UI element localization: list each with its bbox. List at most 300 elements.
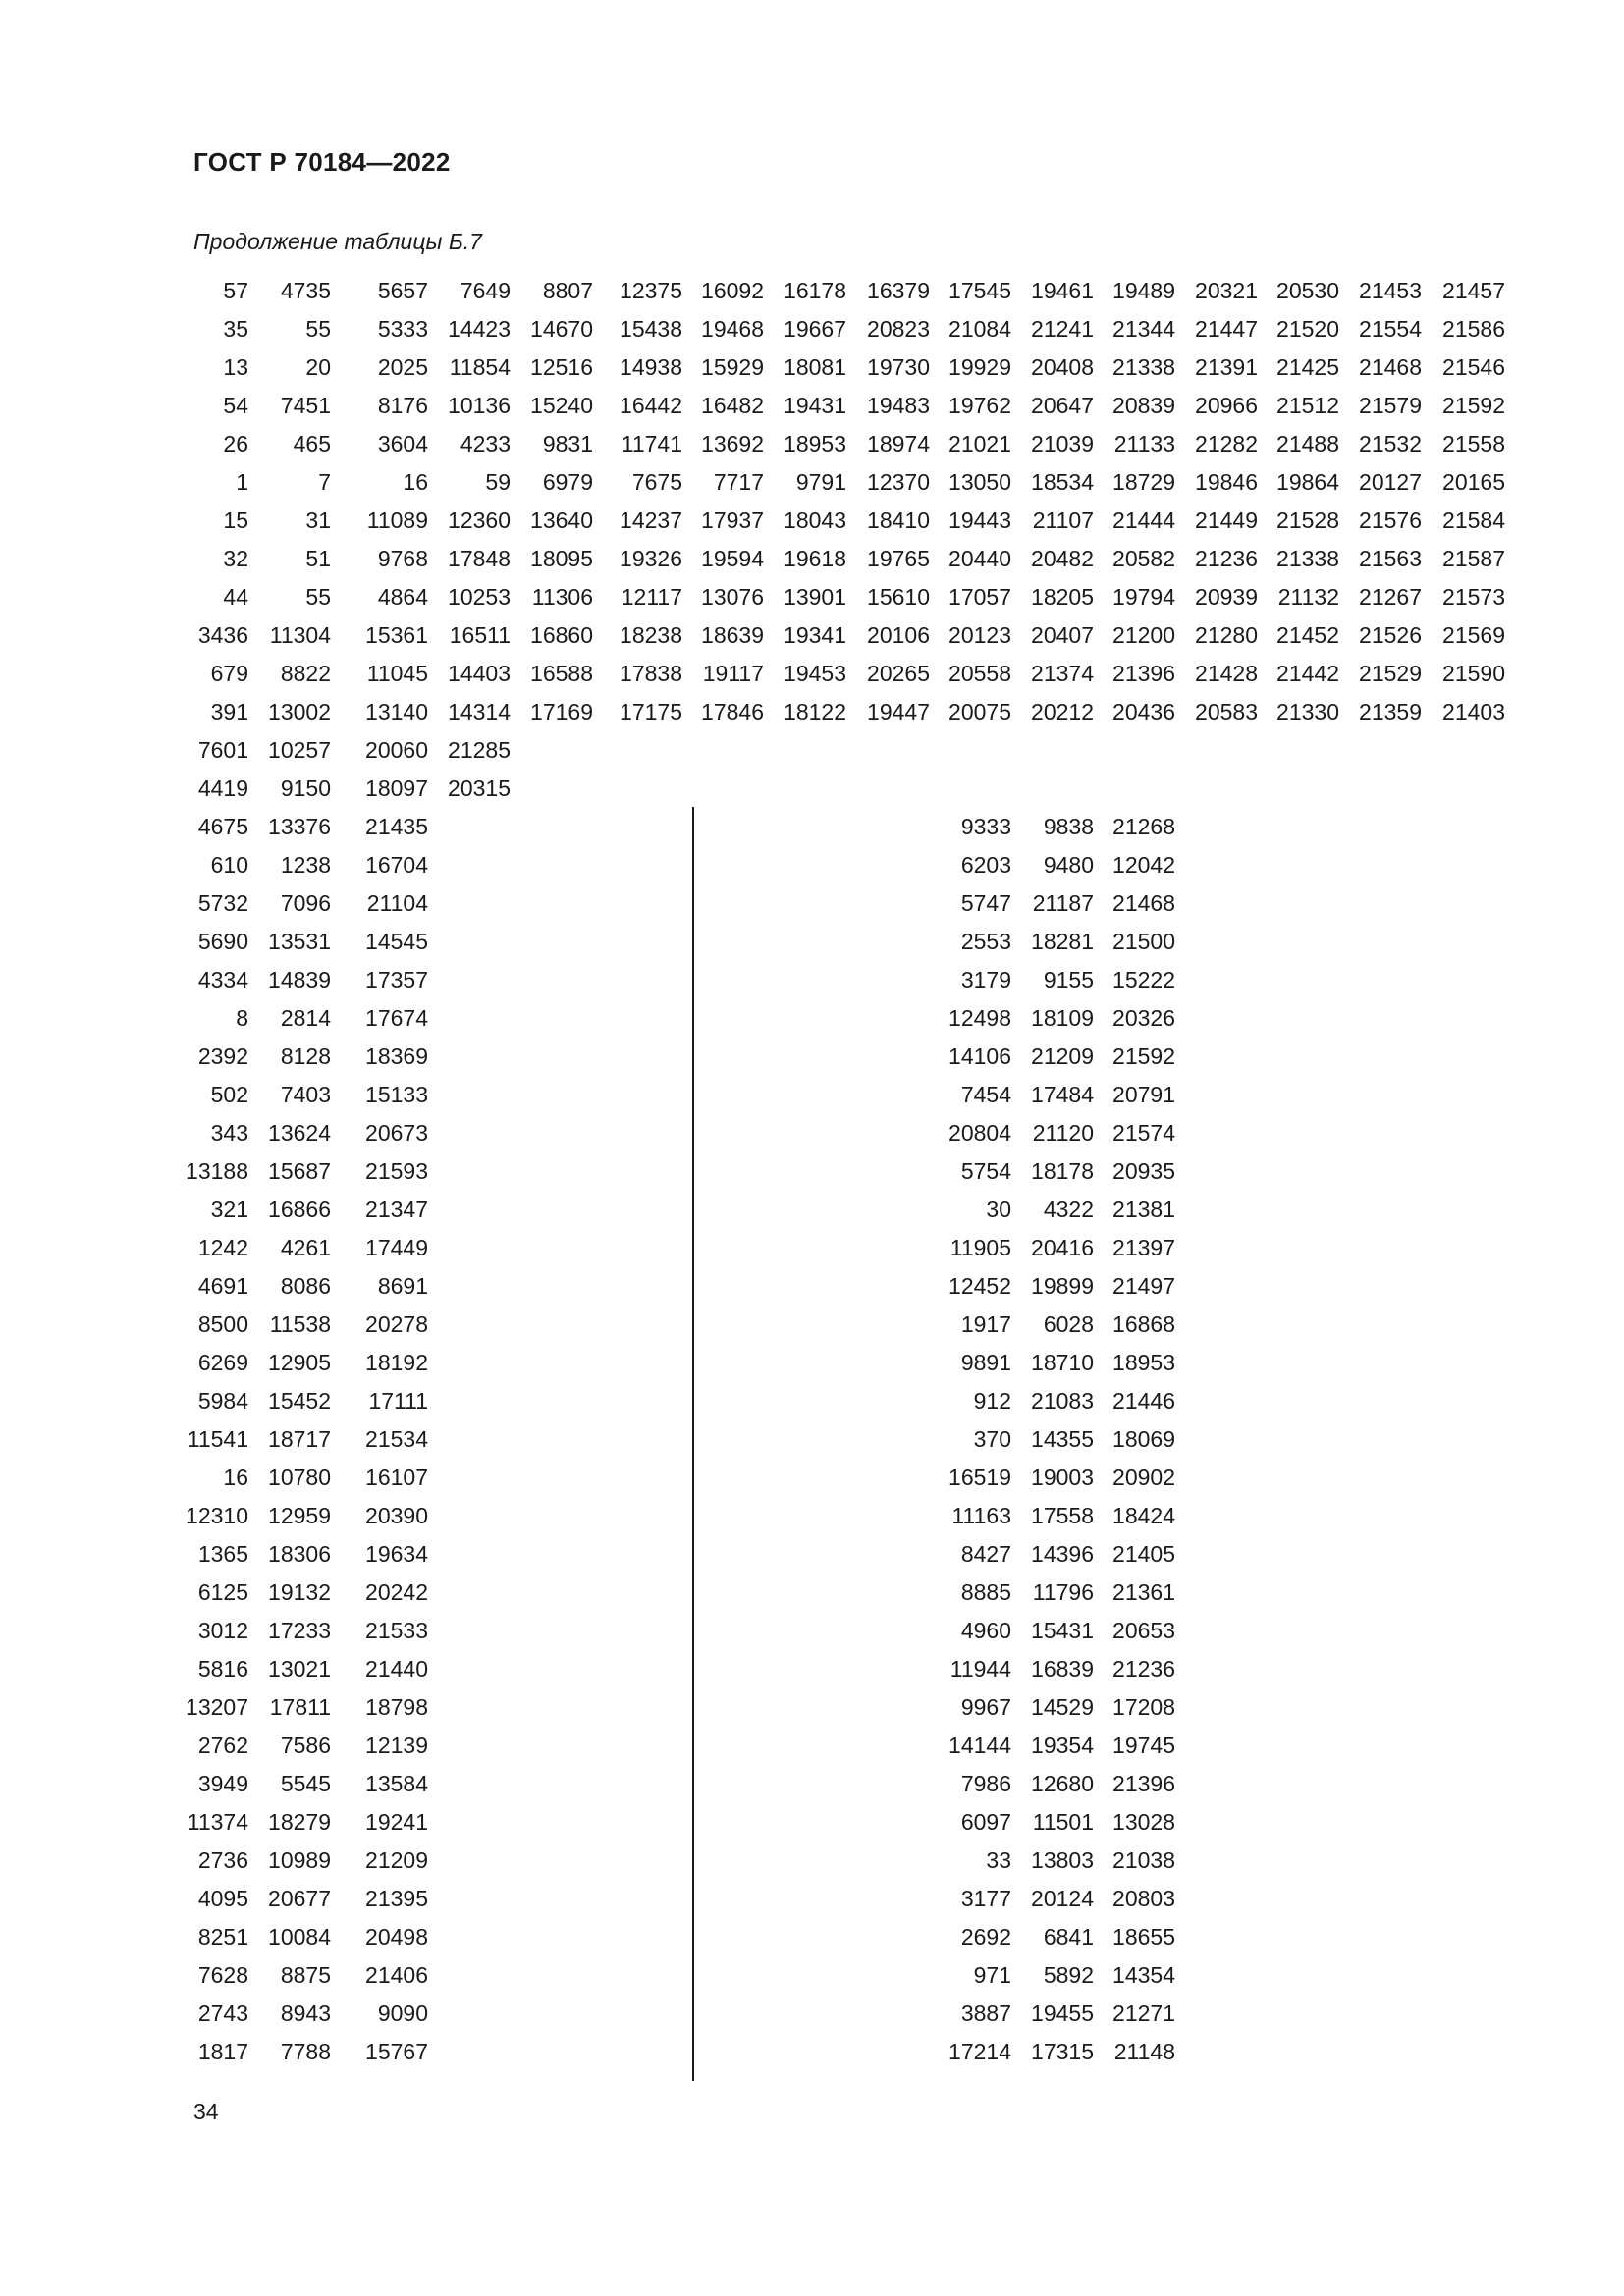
- table-cell: 21236: [1195, 546, 1258, 571]
- table-cell: 9831: [542, 431, 593, 456]
- table-cell: 7986: [960, 1771, 1011, 1796]
- table-cell: 20407: [1031, 622, 1094, 648]
- table-cell: 15767: [365, 2039, 428, 2064]
- table-cell: 21187: [1032, 890, 1094, 916]
- table-cell: 13050: [948, 469, 1011, 495]
- table-cell: 5732: [197, 890, 248, 916]
- table-cell: 19594: [701, 546, 764, 571]
- table-cell: 19745: [1112, 1733, 1175, 1758]
- table-cell: 20653: [1112, 1618, 1175, 1643]
- table-cell: 321: [210, 1197, 248, 1222]
- table-cell: 19326: [620, 546, 682, 571]
- right-row: [0, 808, 1624, 846]
- table-cell: 15222: [1112, 967, 1175, 992]
- table-cell: 6269: [197, 1350, 248, 1375]
- table-cell: 17937: [701, 507, 764, 533]
- table-cell: 17357: [365, 967, 428, 992]
- table-cell: 20935: [1112, 1158, 1175, 1184]
- table-cell: 21338: [1112, 354, 1175, 380]
- table-cell: 20647: [1031, 393, 1094, 418]
- table-cell: 13584: [365, 1771, 428, 1796]
- table-cell: 21120: [1032, 1120, 1094, 1146]
- table-cell: 18192: [365, 1350, 428, 1375]
- table-cell: 7454: [960, 1082, 1011, 1107]
- table-cell: 391: [210, 699, 248, 724]
- full-row: [0, 425, 1624, 463]
- table-cell: 8943: [280, 2001, 331, 2026]
- page-number: 34: [193, 2099, 219, 2124]
- table-cell: 21374: [1031, 661, 1094, 686]
- table-cell: 5892: [1043, 1962, 1094, 1988]
- table-cell: 18655: [1112, 1924, 1175, 1949]
- table-cell: 3012: [197, 1618, 248, 1643]
- table-cell: 18069: [1112, 1426, 1175, 1452]
- table-cell: 7601: [197, 737, 248, 763]
- table-cell: 11045: [366, 661, 428, 686]
- table-cell: 9967: [960, 1694, 1011, 1720]
- table-cell: 55: [305, 584, 331, 610]
- table-cell: 14396: [1031, 1541, 1094, 1567]
- table-cell: 12117: [621, 584, 682, 610]
- table-cell: 912: [973, 1388, 1011, 1414]
- table-cell: 9480: [1043, 852, 1094, 878]
- table-cell: 19455: [1031, 2001, 1094, 2026]
- table-cell: 21587: [1442, 546, 1505, 571]
- table-cell: 7649: [460, 278, 511, 303]
- table-cell: 11089: [366, 507, 428, 533]
- table-cell: 19846: [1195, 469, 1258, 495]
- table-cell: 18710: [1031, 1350, 1094, 1375]
- table-cell: 11944: [949, 1656, 1011, 1682]
- table-cell: 19899: [1031, 1273, 1094, 1299]
- table-cell: 6097: [960, 1809, 1011, 1835]
- table-cell: 17811: [269, 1694, 331, 1720]
- right-row: [0, 1114, 1624, 1152]
- table-cell: 21488: [1276, 431, 1339, 456]
- table-cell: 465: [293, 431, 331, 456]
- full-row: [0, 693, 1624, 731]
- table-cell: 7628: [197, 1962, 248, 1988]
- table-cell: 20127: [1359, 469, 1422, 495]
- table-cell: 12452: [948, 1273, 1011, 1299]
- right-row: [0, 1229, 1624, 1267]
- right-row: [0, 1191, 1624, 1229]
- table-cell: 11796: [1032, 1579, 1094, 1605]
- full-row: [0, 655, 1624, 693]
- table-cell: 18097: [365, 775, 428, 801]
- table-cell: 21132: [1277, 584, 1339, 610]
- table-cell: 17214: [948, 2039, 1011, 2064]
- table-cell: 18369: [365, 1043, 428, 1069]
- table-cell: 20408: [1031, 354, 1094, 380]
- table-cell: 17175: [620, 699, 682, 724]
- table-cell: 8086: [280, 1273, 331, 1299]
- table-cell: 20436: [1112, 699, 1175, 724]
- table-cell: 21435: [365, 814, 428, 839]
- table-cell: 21271: [1112, 2001, 1175, 2026]
- table-cell: 11538: [269, 1311, 331, 1337]
- full-row: [0, 463, 1624, 502]
- table-cell: 9090: [377, 2001, 428, 2026]
- table-cell: 8885: [960, 1579, 1011, 1605]
- table-cell: 4322: [1043, 1197, 1094, 1222]
- table-cell: 11854: [449, 354, 511, 380]
- table-cell: 21452: [1276, 622, 1339, 648]
- table-cell: 2814: [280, 1005, 331, 1031]
- table-cell: 20803: [1112, 1886, 1175, 1911]
- table-cell: 21359: [1359, 699, 1422, 724]
- right-row: [0, 1995, 1624, 2033]
- table-cell: 7451: [280, 393, 331, 418]
- table-cell: 20966: [1195, 393, 1258, 418]
- table-cell: 17233: [268, 1618, 331, 1643]
- right-row: [0, 961, 1624, 999]
- table-cell: 15: [223, 507, 248, 533]
- full-row: [0, 272, 1624, 310]
- table-cell: 13: [223, 354, 248, 380]
- table-caption: Продолжение таблицы Б.7: [193, 229, 482, 254]
- table-cell: 19667: [784, 316, 846, 342]
- table-cell: 21554: [1359, 316, 1422, 342]
- table-cell: 18729: [1112, 469, 1175, 495]
- table-cell: 19117: [702, 661, 764, 686]
- table-cell: 21405: [1112, 1541, 1175, 1567]
- table-cell: 16866: [268, 1197, 331, 1222]
- table-cell: 19453: [784, 661, 846, 686]
- table-cell: 11163: [951, 1503, 1011, 1528]
- table-cell: 21447: [1195, 316, 1258, 342]
- right-row: [0, 1459, 1624, 1497]
- table-cell: 4864: [377, 584, 428, 610]
- table-cell: 18109: [1031, 1005, 1094, 1031]
- table-cell: 30: [986, 1197, 1011, 1222]
- table-cell: 8: [236, 1005, 248, 1031]
- table-cell: 21347: [365, 1197, 428, 1222]
- full-row: [0, 540, 1624, 578]
- table-cell: 18424: [1112, 1503, 1175, 1528]
- table-cell: 54: [223, 393, 248, 418]
- full-row: [0, 731, 1624, 770]
- table-cell: 21457: [1442, 278, 1505, 303]
- table-cell: 17545: [948, 278, 1011, 303]
- table-cell: 679: [210, 661, 248, 686]
- table-cell: 1365: [197, 1541, 248, 1567]
- table-cell: 21395: [365, 1886, 428, 1911]
- table-cell: 19461: [1031, 278, 1094, 303]
- table-cell: 5545: [280, 1771, 331, 1796]
- table-cell: 21039: [1031, 431, 1094, 456]
- table-cell: 6028: [1043, 1311, 1094, 1337]
- table-cell: 21403: [1442, 699, 1505, 724]
- table-cell: 19929: [948, 354, 1011, 380]
- table-cell: 12498: [948, 1005, 1011, 1031]
- table-cell: 26: [223, 431, 248, 456]
- table-cell: 18238: [620, 622, 682, 648]
- table-cell: 17449: [365, 1235, 428, 1260]
- table-cell: 19794: [1112, 584, 1175, 610]
- table-cell: 21038: [1112, 1847, 1175, 1873]
- table-cell: 3179: [960, 967, 1011, 992]
- table-cell: 8807: [542, 278, 593, 303]
- table-cell: 610: [210, 852, 248, 878]
- table-cell: 21209: [365, 1847, 428, 1873]
- table-cell: 20804: [948, 1120, 1011, 1146]
- table-cell: 18717: [268, 1426, 331, 1452]
- table-cell: 14237: [620, 507, 682, 533]
- table-cell: 16519: [948, 1465, 1011, 1490]
- table-cell: 18279: [268, 1809, 331, 1835]
- table-cell: 14545: [365, 929, 428, 954]
- table-cell: 13021: [268, 1656, 331, 1682]
- table-cell: 8176: [377, 393, 428, 418]
- table-cell: 14355: [1031, 1426, 1094, 1452]
- table-cell: 21406: [365, 1962, 428, 1988]
- table-cell: 4691: [197, 1273, 248, 1299]
- table-cell: 8822: [280, 661, 331, 686]
- table-cell: 21529: [1359, 661, 1422, 686]
- full-row: [0, 348, 1624, 387]
- table-cell: 20123: [948, 622, 1011, 648]
- table-cell: 13140: [365, 699, 428, 724]
- table-cell: 4419: [197, 775, 248, 801]
- table-cell: 2553: [960, 929, 1011, 954]
- right-row: [0, 1306, 1624, 1344]
- table-cell: 1: [236, 469, 248, 495]
- right-row: [0, 1267, 1624, 1306]
- table-cell: 21468: [1112, 890, 1175, 916]
- table-cell: 2392: [197, 1043, 248, 1069]
- table-cell: 21590: [1442, 661, 1505, 686]
- right-row: [0, 1727, 1624, 1765]
- table-cell: 16178: [784, 278, 846, 303]
- table-cell: 21532: [1359, 431, 1422, 456]
- table-cell: 4675: [197, 814, 248, 839]
- table-cell: 2736: [197, 1847, 248, 1873]
- table-cell: 15361: [365, 622, 428, 648]
- table-cell: 21267: [1359, 584, 1422, 610]
- table-cell: 14670: [530, 316, 593, 342]
- table-cell: 17674: [365, 1005, 428, 1031]
- full-row: [0, 310, 1624, 348]
- table-cell: 2692: [960, 1924, 1011, 1949]
- table-cell: 20278: [365, 1311, 428, 1337]
- table-cell: 16588: [530, 661, 593, 686]
- table-cell: 18178: [1031, 1158, 1094, 1184]
- table-cell: 13028: [1112, 1809, 1175, 1835]
- table-cell: 16107: [365, 1465, 428, 1490]
- table-cell: 8500: [197, 1311, 248, 1337]
- table-cell: 18953: [784, 431, 846, 456]
- table-cell: 21425: [1276, 354, 1339, 380]
- table-cell: 20265: [867, 661, 930, 686]
- table-cell: 20390: [365, 1503, 428, 1528]
- table-cell: 13076: [701, 584, 764, 610]
- table-cell: 21107: [1032, 507, 1094, 533]
- table-cell: 18639: [701, 622, 764, 648]
- table-cell: 20582: [1112, 546, 1175, 571]
- table-cell: 13640: [530, 507, 593, 533]
- table-cell: 2743: [197, 2001, 248, 2026]
- full-row: [0, 770, 1624, 808]
- right-row: [0, 1880, 1624, 1918]
- table-cell: 18410: [867, 507, 930, 533]
- table-cell: 5657: [377, 278, 428, 303]
- right-row: [0, 1612, 1624, 1650]
- table-cell: 5984: [197, 1388, 248, 1414]
- table-cell: 21497: [1112, 1273, 1175, 1299]
- table-cell: 12516: [530, 354, 593, 380]
- table-cell: 21579: [1359, 393, 1422, 418]
- table-cell: 17838: [620, 661, 682, 686]
- table-cell: 21576: [1359, 507, 1422, 533]
- table-cell: 21546: [1442, 354, 1505, 380]
- table-cell: 7717: [713, 469, 764, 495]
- table-cell: 21241: [1031, 316, 1094, 342]
- full-row: [0, 502, 1624, 540]
- table-cell: 16: [403, 469, 428, 495]
- right-row: [0, 1420, 1624, 1459]
- table-cell: 17484: [1031, 1082, 1094, 1107]
- table-cell: 343: [210, 1120, 248, 1146]
- table-cell: 21133: [1113, 431, 1175, 456]
- table-cell: 21280: [1195, 622, 1258, 648]
- full-row: [0, 578, 1624, 616]
- table-cell: 44: [223, 584, 248, 610]
- table-cell: 9333: [960, 814, 1011, 839]
- table-cell: 19241: [365, 1809, 428, 1835]
- table-cell: 21573: [1442, 584, 1505, 610]
- table-cell: 21468: [1359, 354, 1422, 380]
- table-cell: 21558: [1442, 431, 1505, 456]
- table-cell: 21397: [1112, 1235, 1175, 1260]
- table-cell: 9791: [795, 469, 846, 495]
- table-cell: 20677: [268, 1886, 331, 1911]
- table-cell: 17315: [1031, 2039, 1094, 2064]
- table-cell: 15438: [620, 316, 682, 342]
- right-row: [0, 1842, 1624, 1880]
- table-cell: 19447: [867, 699, 930, 724]
- right-row: [0, 1344, 1624, 1382]
- table-cell: 16868: [1112, 1311, 1175, 1337]
- right-row: [0, 1535, 1624, 1574]
- table-cell: 21586: [1442, 316, 1505, 342]
- table-cell: 17848: [448, 546, 511, 571]
- table-cell: 19443: [948, 507, 1011, 533]
- table-cell: 15452: [268, 1388, 331, 1414]
- table-cell: 12680: [1031, 1771, 1094, 1796]
- table-cell: 21533: [365, 1618, 428, 1643]
- table-cell: 3604: [377, 431, 428, 456]
- right-row: [0, 1038, 1624, 1076]
- table-cell: 20440: [948, 546, 1011, 571]
- right-row: [0, 2033, 1624, 2071]
- table-cell: 20902: [1112, 1465, 1175, 1490]
- table-cell: 12375: [620, 278, 682, 303]
- right-row: [0, 1076, 1624, 1114]
- table-cell: 13803: [1031, 1847, 1094, 1873]
- table-cell: 18974: [867, 431, 930, 456]
- table-cell: 21200: [1112, 622, 1175, 648]
- table-cell: 12310: [186, 1503, 248, 1528]
- table-cell: 14403: [448, 661, 511, 686]
- table-cell: 7403: [280, 1082, 331, 1107]
- table-cell: 19341: [784, 622, 846, 648]
- table-cell: 19489: [1112, 278, 1175, 303]
- table-cell: 12959: [268, 1503, 331, 1528]
- table-cell: 19765: [867, 546, 930, 571]
- table-cell: 16704: [365, 852, 428, 878]
- table-cell: 13188: [186, 1158, 248, 1184]
- table-cell: 20075: [948, 699, 1011, 724]
- table-cell: 16482: [701, 393, 764, 418]
- table-cell: 18095: [530, 546, 593, 571]
- table-cell: 20673: [365, 1120, 428, 1146]
- table-cell: 19483: [867, 393, 930, 418]
- table-cell: 5333: [377, 316, 428, 342]
- table-cell: 20165: [1442, 469, 1505, 495]
- table-cell: 11501: [1032, 1809, 1094, 1835]
- table-cell: 3887: [960, 2001, 1011, 2026]
- table-cell: 21440: [365, 1656, 428, 1682]
- table-cell: 8427: [960, 1541, 1011, 1567]
- table-cell: 7788: [280, 2039, 331, 2064]
- table-cell: 31: [305, 507, 331, 533]
- table-cell: 19864: [1276, 469, 1339, 495]
- table-cell: 1817: [197, 2039, 248, 2064]
- table-cell: 13901: [784, 584, 846, 610]
- table-cell: 21021: [948, 431, 1011, 456]
- table-cell: 5747: [960, 890, 1011, 916]
- table-cell: 10989: [268, 1847, 331, 1873]
- table-cell: 57: [223, 278, 248, 303]
- table-cell: 18953: [1112, 1350, 1175, 1375]
- table-cell: 15431: [1031, 1618, 1094, 1643]
- table-cell: 21330: [1276, 699, 1339, 724]
- table-cell: 14938: [620, 354, 682, 380]
- table-cell: 17208: [1112, 1694, 1175, 1720]
- table-cell: 11306: [531, 584, 593, 610]
- table-cell: 19730: [867, 354, 930, 380]
- table-cell: 21442: [1276, 661, 1339, 686]
- table-cell: 21449: [1195, 507, 1258, 533]
- table-cell: 35: [223, 316, 248, 342]
- table-cell: 19762: [948, 393, 1011, 418]
- table-cell: 21520: [1276, 316, 1339, 342]
- table-cell: 21593: [365, 1158, 428, 1184]
- table-cell: 20: [305, 354, 331, 380]
- table-cell: 18081: [784, 354, 846, 380]
- table-cell: 8128: [280, 1043, 331, 1069]
- table-cell: 21391: [1195, 354, 1258, 380]
- table-cell: 4334: [197, 967, 248, 992]
- table-cell: 15133: [365, 1082, 428, 1107]
- table-cell: 12905: [268, 1350, 331, 1375]
- table-cell: 2762: [197, 1733, 248, 1758]
- table-cell: 8691: [377, 1273, 428, 1299]
- table-cell: 15929: [701, 354, 764, 380]
- table-cell: 21446: [1112, 1388, 1175, 1414]
- table-cell: 20558: [948, 661, 1011, 686]
- table-cell: 8875: [280, 1962, 331, 1988]
- right-row: [0, 1382, 1624, 1420]
- table-cell: 15610: [867, 584, 930, 610]
- table-cell: 9155: [1043, 967, 1094, 992]
- table-cell: 14354: [1112, 1962, 1175, 1988]
- table-cell: 21209: [1031, 1043, 1094, 1069]
- table-cell: 19468: [701, 316, 764, 342]
- table-cell: 19003: [1031, 1465, 1094, 1490]
- table-cell: 5816: [197, 1656, 248, 1682]
